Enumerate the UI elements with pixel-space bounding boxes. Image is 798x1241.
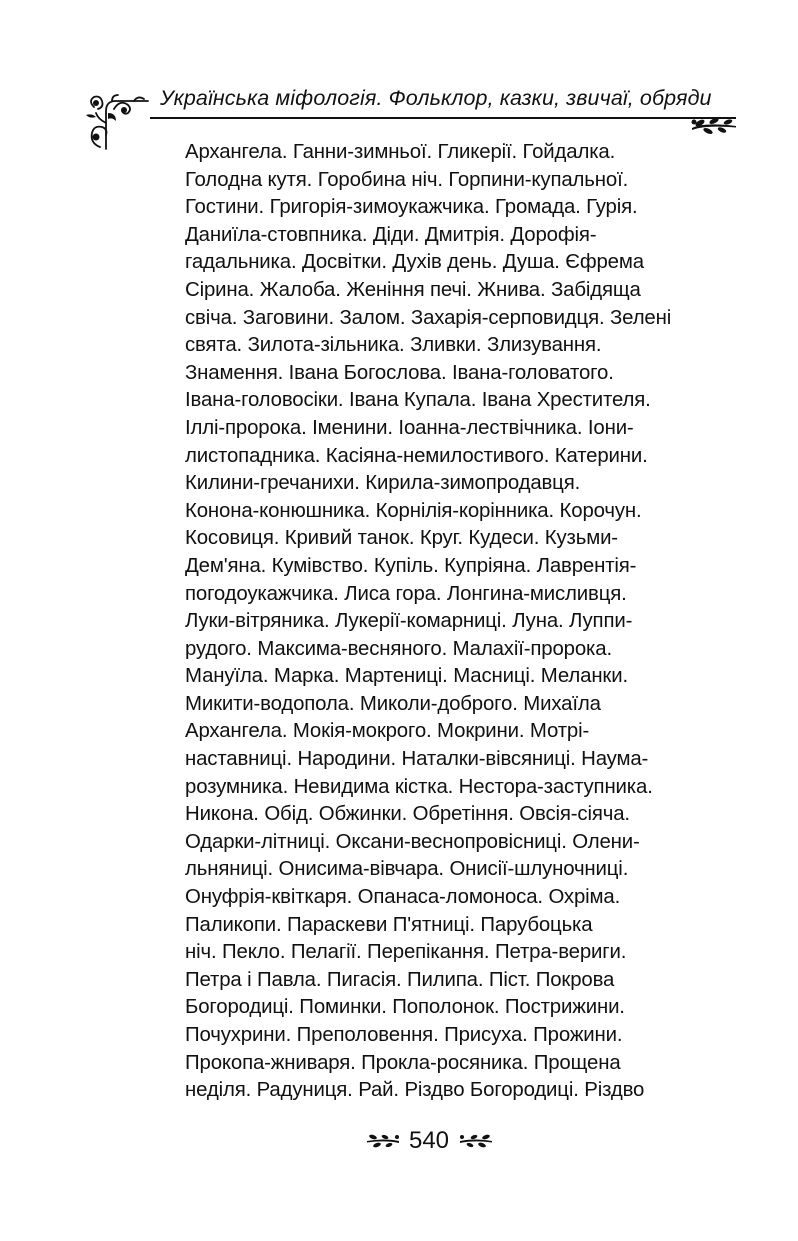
text-line: листопадника. Касіяна-немилостивого. Катерини. bbox=[185, 444, 648, 467]
leaf-sprig-icon bbox=[365, 1132, 401, 1150]
text-line: рудого. Максима-весняного. Малахії-пророка. bbox=[185, 637, 612, 660]
text-line: Богородиці. Поминки. Пополонок. Пострижини. bbox=[185, 996, 625, 1019]
text-line: неділя. Радуниця. Рай. Різдво Богородиці. Різдво bbox=[185, 1079, 645, 1102]
text-line: Іллі-пророка. Іменини. Іоанна-лествічника. Іони- bbox=[185, 416, 634, 439]
text-line: Знамення. Івана Богослова. Івана-головатого. bbox=[185, 361, 614, 384]
text-line: свіча. Заговини. Залом. Захарія-серповидця. Зелені bbox=[185, 306, 672, 329]
text-line: Сірина. Жалоба. Женіння печі. Жнива. Забідяща bbox=[185, 278, 641, 301]
text-line: Килини-гречанихи. Кирила-зимопродавця. bbox=[185, 472, 581, 495]
header-divider bbox=[150, 117, 736, 119]
text-line: Косовиця. Кривий танок. Круг. Кудеси. Кузьми- bbox=[185, 527, 618, 550]
text-line: Микити-водопола. Миколи-доброго. Михаїла bbox=[185, 692, 601, 715]
body-text-block bbox=[185, 139, 705, 1105]
text-line: наставниці. Народини. Наталки-вівсяниці. Наума- bbox=[185, 748, 649, 771]
flourish-corner-icon bbox=[84, 93, 150, 151]
page-number: 540 bbox=[408, 1127, 450, 1154]
text-line: Івана-головосіки. Івана Купала. Івана Хрестителя. bbox=[185, 389, 651, 412]
text-line: ніч. Пекло. Пелагії. Перепікання. Петра-вериги. bbox=[185, 941, 627, 964]
running-header-title: Українська міфологія. Фольклор, казки, звичаї, обряди bbox=[160, 86, 712, 110]
text-line: Онуфрія-квіткаря. Опанаса-ломоноса. Охріма. bbox=[185, 886, 621, 909]
text-line: Голодна кутя. Горобина ніч. Горпини-купальної. bbox=[185, 168, 629, 191]
text-line: свята. Зилота-зільника. Зливки. Злизування. bbox=[185, 334, 602, 357]
text-line: гадальника. Досвітки. Духів день. Душа. Єфрема bbox=[185, 251, 644, 274]
page-footer bbox=[360, 1126, 500, 1156]
text-line: Архангела. Ганни-зимньої. Гликерії. Гойдалка. bbox=[185, 141, 616, 163]
leaf-sprig-icon bbox=[690, 114, 740, 136]
text-line: Прокопа-жниваря. Прокла-росяника. Прощена bbox=[185, 1051, 621, 1074]
text-line: Паликопи. Параскеви П'ятниці. Парубоцька bbox=[185, 913, 593, 936]
text-line: льняниці. Онисима-вівчара. Онисії-шлуночниці. bbox=[185, 858, 629, 881]
text-line: Петра і Павла. Пигасія. Пилипа. Піст. Покрова bbox=[185, 968, 615, 991]
text-line: Гостини. Григорія-зимоукажчика. Громада. Гурія. bbox=[185, 196, 638, 219]
text-line: Луки-вітряника. Лукерії-комарниці. Луна. Луппи- bbox=[185, 610, 633, 633]
text-line: Архангела. Мокія-мокрого. Мокрини. Мотрі- bbox=[185, 720, 590, 743]
text-line: Почухрини. Преполовення. Присуха. Прожини. bbox=[185, 1024, 623, 1046]
text-line: Даниїла-стовпника. Діди. Дмитрія. Дорофія- bbox=[185, 223, 597, 246]
running-header bbox=[0, 0, 798, 150]
leaf-sprig-icon bbox=[458, 1132, 494, 1150]
text-line: Одарки-літниці. Оксани-веснопровісниці. Олени- bbox=[185, 830, 640, 853]
text-line: Дем'яна. Кумівство. Купіль. Купріяна. Лаврентія- bbox=[185, 554, 637, 577]
text-line: Никона. Обід. Обжинки. Обретіння. Овсія-сіяча. bbox=[185, 803, 630, 826]
text-line: Мануїла. Марка. Мартениці. Масниці. Меланки. bbox=[185, 665, 628, 688]
text-line: Конона-конюшника. Корнілія-корінника. Корочун. bbox=[185, 499, 642, 522]
text-line: погодоукажчика. Лиса гора. Лонгина-мисливця. bbox=[185, 582, 627, 605]
text-line: розумника. Невидима кістка. Нестора-заступника. bbox=[185, 775, 653, 798]
